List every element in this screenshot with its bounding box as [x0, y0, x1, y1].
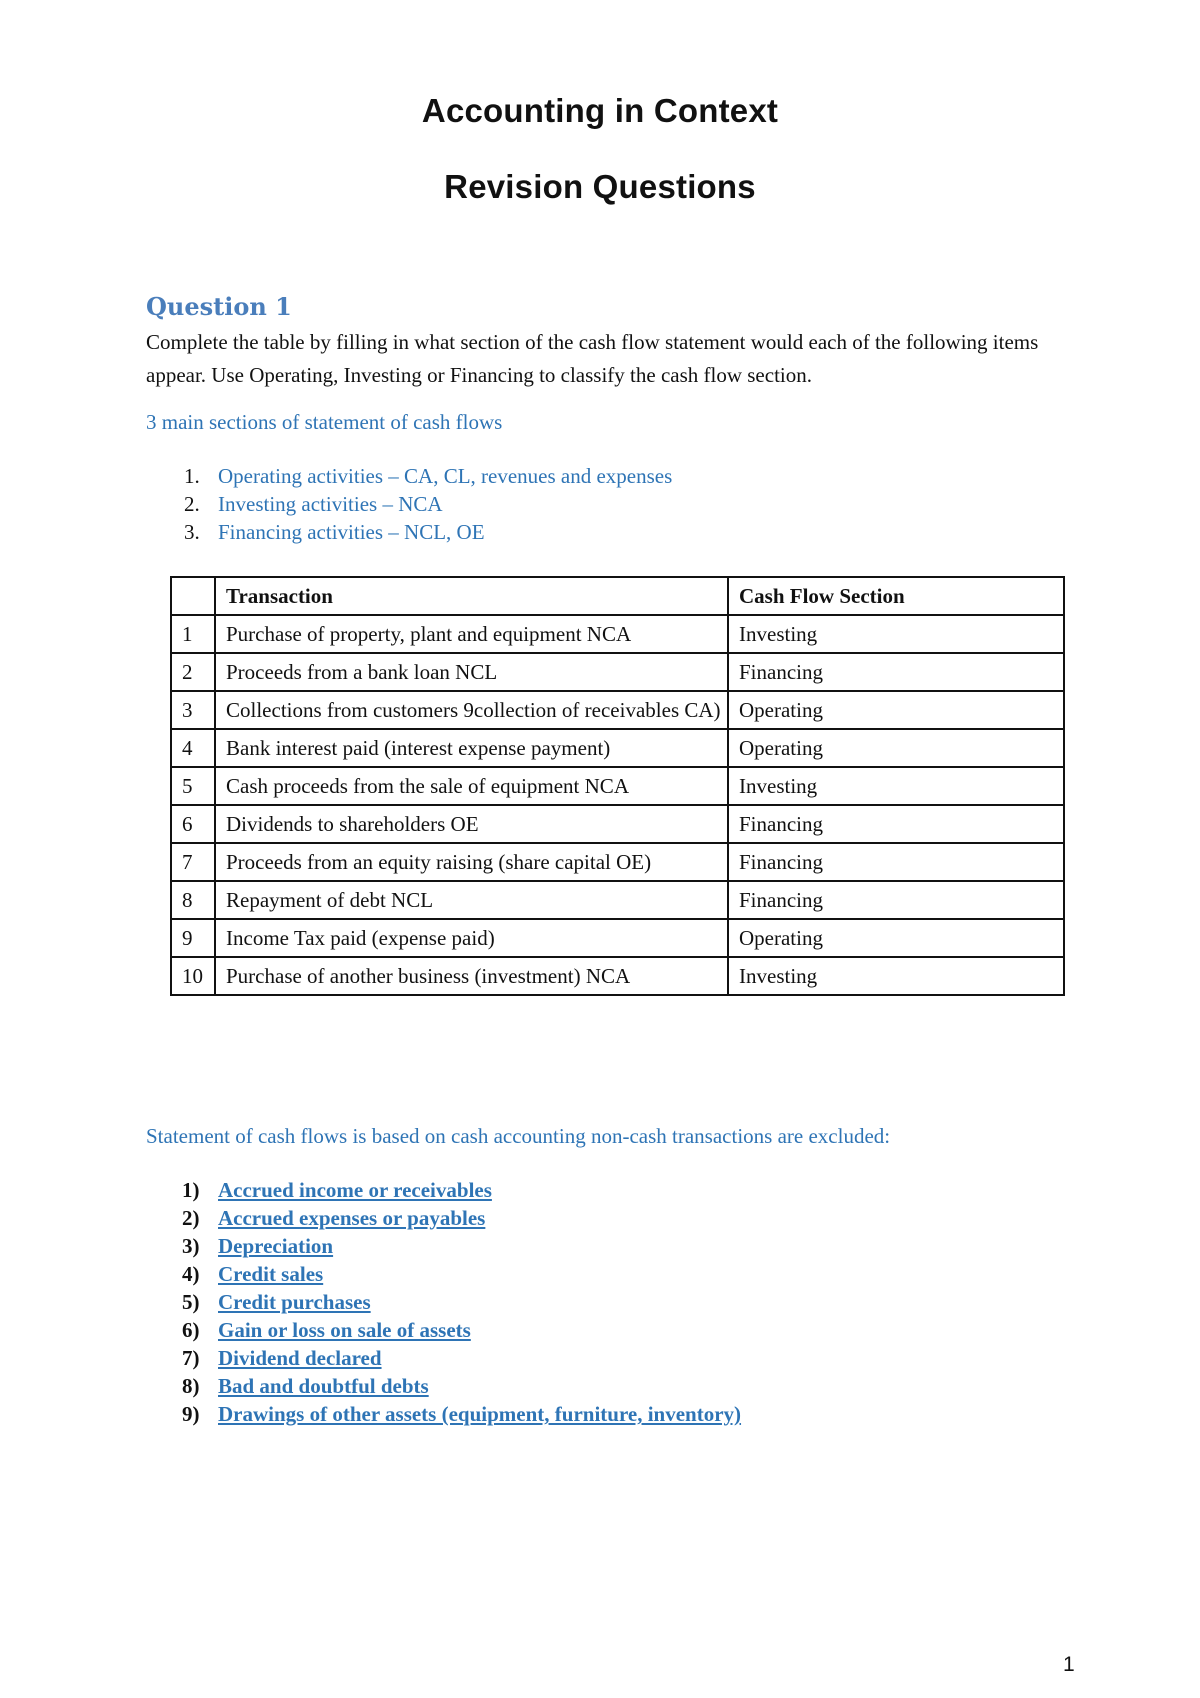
row-section: Operating [728, 729, 1064, 767]
noncash-link[interactable]: Credit purchases [218, 1290, 371, 1314]
row-transaction: Repayment of debt NCL [215, 881, 728, 919]
table-row [171, 919, 1064, 957]
list-item-number: 8) [182, 1374, 200, 1398]
row-section: Investing [728, 615, 1064, 653]
row-section: Financing [728, 805, 1064, 843]
list-item-text: Operating activities – CA, CL, revenues and expenses [218, 464, 673, 488]
sections-list [146, 462, 672, 546]
list-item-number: 6) [182, 1318, 200, 1342]
list-item-number: 7) [182, 1346, 200, 1370]
row-transaction: Bank interest paid (interest expense payment) [215, 729, 728, 767]
list-item-number: 3. [184, 520, 200, 544]
noncash-link[interactable]: Bad and doubtful debts [218, 1374, 429, 1398]
row-section: Investing [728, 767, 1064, 805]
table-row [171, 615, 1064, 653]
list-item-number: 5) [182, 1290, 200, 1314]
list-item-number: 9) [182, 1402, 200, 1426]
row-section: Investing [728, 957, 1064, 995]
row-section: Financing [728, 881, 1064, 919]
noncash-link[interactable]: Drawings of other assets (equipment, furniture, inventory) [218, 1402, 742, 1426]
list-item [146, 462, 672, 490]
table-row [171, 843, 1064, 881]
row-transaction: Income Tax paid (expense paid) [215, 919, 728, 957]
row-transaction: Proceeds from an equity raising (share capital OE) [215, 843, 728, 881]
row-transaction: Dividends to shareholders OE [215, 805, 728, 843]
table-row [171, 653, 1064, 691]
list-item [146, 490, 672, 518]
row-section: Financing [728, 653, 1064, 691]
list-item [146, 1400, 741, 1428]
list-item-number: 1. [184, 464, 200, 488]
row-section: Financing [728, 843, 1064, 881]
row-number: 6 [171, 805, 215, 843]
row-number: 9 [171, 919, 215, 957]
list-item [146, 1176, 741, 1204]
list-item-number: 2. [184, 492, 200, 516]
table-row [171, 957, 1064, 995]
table-row [171, 805, 1064, 843]
row-transaction: Purchase of property, plant and equipment NCA [215, 615, 728, 653]
table-row [171, 691, 1064, 729]
page-number: 1 [1063, 1653, 1075, 1676]
list-item [146, 1372, 741, 1400]
document-title: Accounting in Context [421, 92, 779, 129]
noncash-link[interactable]: Accrued expenses or payables [218, 1206, 486, 1230]
list-item-number: 2) [182, 1206, 200, 1230]
list-item-number: 3) [182, 1234, 200, 1258]
table-row [171, 729, 1064, 767]
header-transaction: Transaction [215, 577, 728, 615]
row-section: Operating [728, 919, 1064, 957]
header-number [171, 577, 215, 615]
document-subtitle: Revision Questions [444, 168, 756, 205]
list-item [146, 1316, 741, 1344]
row-transaction: Cash proceeds from the sale of equipment NCA [215, 767, 728, 805]
question-heading: Question 1 [146, 292, 292, 321]
list-item [146, 1204, 741, 1232]
row-number: 3 [171, 691, 215, 729]
row-number: 4 [171, 729, 215, 767]
list-item-text: Investing activities – NCA [218, 492, 443, 516]
noncash-link[interactable]: Accrued income or receivables [218, 1178, 492, 1202]
row-number: 8 [171, 881, 215, 919]
question-instructions: Complete the table by filling in what section of the cash flow statement would each of the following items appear. Use Operating, Investing or Financing to classify the cash flow section. [146, 330, 1039, 387]
row-transaction: Purchase of another business (investment) NCA [215, 957, 728, 995]
list-item [146, 518, 672, 546]
list-item [146, 1232, 741, 1260]
list-item-number: 1) [182, 1178, 200, 1202]
row-number: 10 [171, 957, 215, 995]
row-number: 2 [171, 653, 215, 691]
list-item-text: Financing activities – NCL, OE [218, 520, 485, 544]
row-number: 1 [171, 615, 215, 653]
row-number: 7 [171, 843, 215, 881]
noncash-link[interactable]: Depreciation [218, 1234, 334, 1258]
list-item [146, 1344, 741, 1372]
row-section: Operating [728, 691, 1064, 729]
row-number: 5 [171, 767, 215, 805]
sections-heading: 3 main sections of statement of cash flows [146, 410, 503, 434]
table-row [171, 881, 1064, 919]
noncash-list [146, 1176, 741, 1428]
row-transaction: Proceeds from a bank loan NCL [215, 653, 728, 691]
noncash-heading: Statement of cash flows is based on cash accounting non-cash transactions are excluded: [146, 1124, 891, 1148]
noncash-link[interactable]: Gain or loss on sale of assets [218, 1318, 471, 1342]
list-item-number: 4) [182, 1262, 200, 1286]
list-item [146, 1260, 741, 1288]
cash-flow-table [170, 576, 1065, 996]
noncash-link[interactable]: Credit sales [218, 1262, 324, 1286]
header-section: Cash Flow Section [728, 577, 1064, 615]
table-row [171, 767, 1064, 805]
row-transaction: Collections from customers 9collection of receivables CA) [215, 691, 728, 729]
list-item [146, 1288, 741, 1316]
table-header-row [171, 577, 1064, 615]
noncash-link[interactable]: Dividend declared [218, 1346, 382, 1370]
